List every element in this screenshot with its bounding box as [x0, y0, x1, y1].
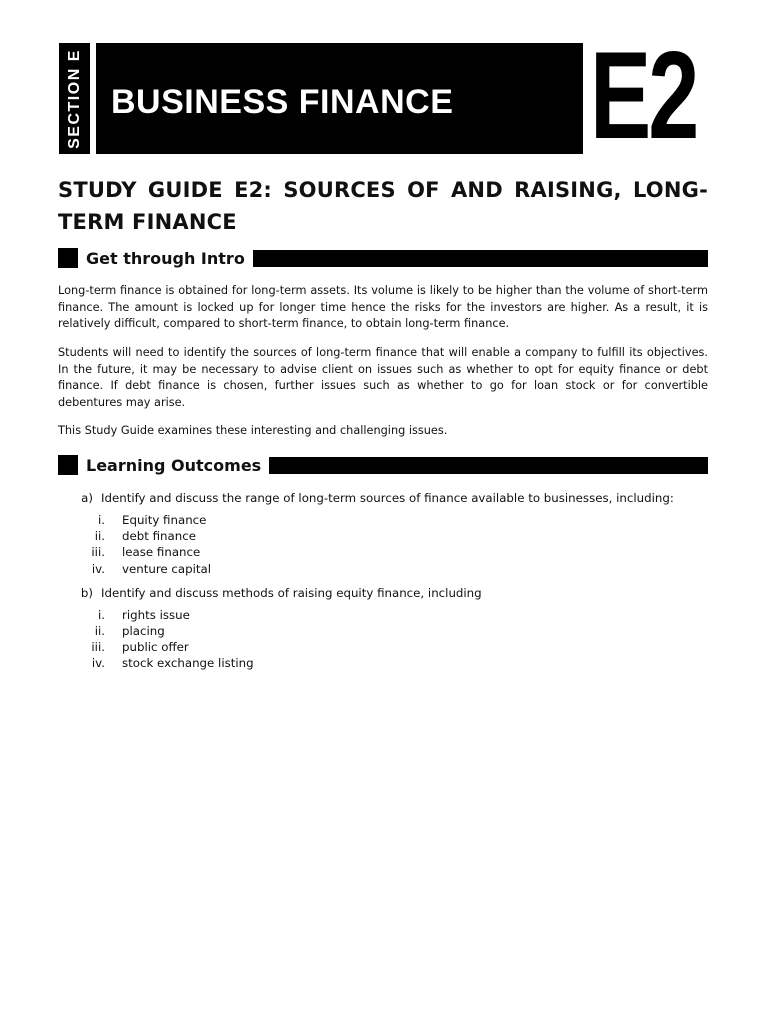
outcome-item: [58, 585, 708, 672]
outcome-subitem: [58, 561, 708, 577]
subitem-number: iii.: [91, 545, 105, 560]
heading-square-icon: [58, 248, 78, 268]
banner-title: BUSINESS FINANCE: [111, 83, 454, 121]
section-heading-intro: [58, 248, 708, 268]
chapter-code: E2: [590, 27, 697, 165]
intro-paragraph: This Study Guide examines these interesting and challenging issues.: [58, 424, 448, 437]
section-heading-label: Learning Outcomes: [86, 455, 262, 475]
section-heading-label: Get through Intro: [86, 248, 245, 268]
subitem-number: ii.: [94, 529, 105, 544]
outcome-subitem: [58, 607, 708, 623]
section-tab: [59, 43, 90, 154]
outcome-text: Identify and discuss the range of long-term sources of finance available to businesses, including:: [101, 491, 674, 505]
page-title: STUDY GUIDE E2: SOURCES OF AND RAISING, LONG-TERM FINANCE: [58, 178, 708, 234]
section-heading-outcomes: [58, 455, 708, 475]
subitem-number: ii.: [94, 624, 105, 639]
heading-rule: [269, 457, 708, 474]
learning-outcomes-list: [58, 490, 708, 680]
heading-rule: [253, 250, 708, 267]
subitem-text: placing: [122, 624, 165, 639]
subitem-text: lease finance: [122, 545, 201, 560]
subitem-number: iii.: [91, 640, 105, 655]
outcome-subitem: [58, 512, 708, 528]
outcome-subitem: [58, 623, 708, 639]
intro-paragraph: Long-term finance is obtained for long-term assets. Its volume is likely to be higher than the volume of short-term finance. The amount is locked up for longer time hence the risks for the investors are higher. As a result, it is relatively difficult, compared to short-term finance, to obtain long-term finance.: [58, 284, 708, 330]
outcome-letter: a): [81, 491, 93, 505]
outcome-subitem: [58, 528, 708, 544]
subitem-text: public offer: [122, 640, 189, 655]
section-label: SECTION E: [65, 48, 83, 149]
subitem-text: stock exchange listing: [122, 656, 254, 671]
subitem-text: Equity finance: [122, 513, 207, 527]
header-banner: [96, 43, 583, 154]
subitem-number: i.: [97, 607, 105, 622]
outcome-subitem: [58, 544, 708, 560]
subitem-text: rights issue: [122, 607, 190, 622]
intro-paragraph: Students will need to identify the sources of long-term finance that will enable a company to fulfill its objectives. In the future, it may be necessary to advise client on issues such as whether to opt for equity finance or debt finance. If debt finance is chosen, further issues such as whether to go for loan stock or for convertible debentures may arise.: [58, 346, 708, 409]
outcome-subitem: [58, 655, 708, 671]
subitem-text: debt finance: [122, 529, 196, 544]
subitem-number: iv.: [91, 656, 105, 671]
subitem-number: i.: [97, 513, 105, 527]
outcome-letter: b): [80, 585, 93, 600]
outcome-item: [58, 490, 708, 577]
outcome-subitem: [58, 639, 708, 655]
outcome-text: Identify and discuss methods of raising equity finance, including: [101, 585, 482, 600]
subitem-number: iv.: [91, 561, 105, 576]
subitem-text: venture capital: [122, 561, 212, 576]
heading-square-icon: [58, 455, 78, 475]
